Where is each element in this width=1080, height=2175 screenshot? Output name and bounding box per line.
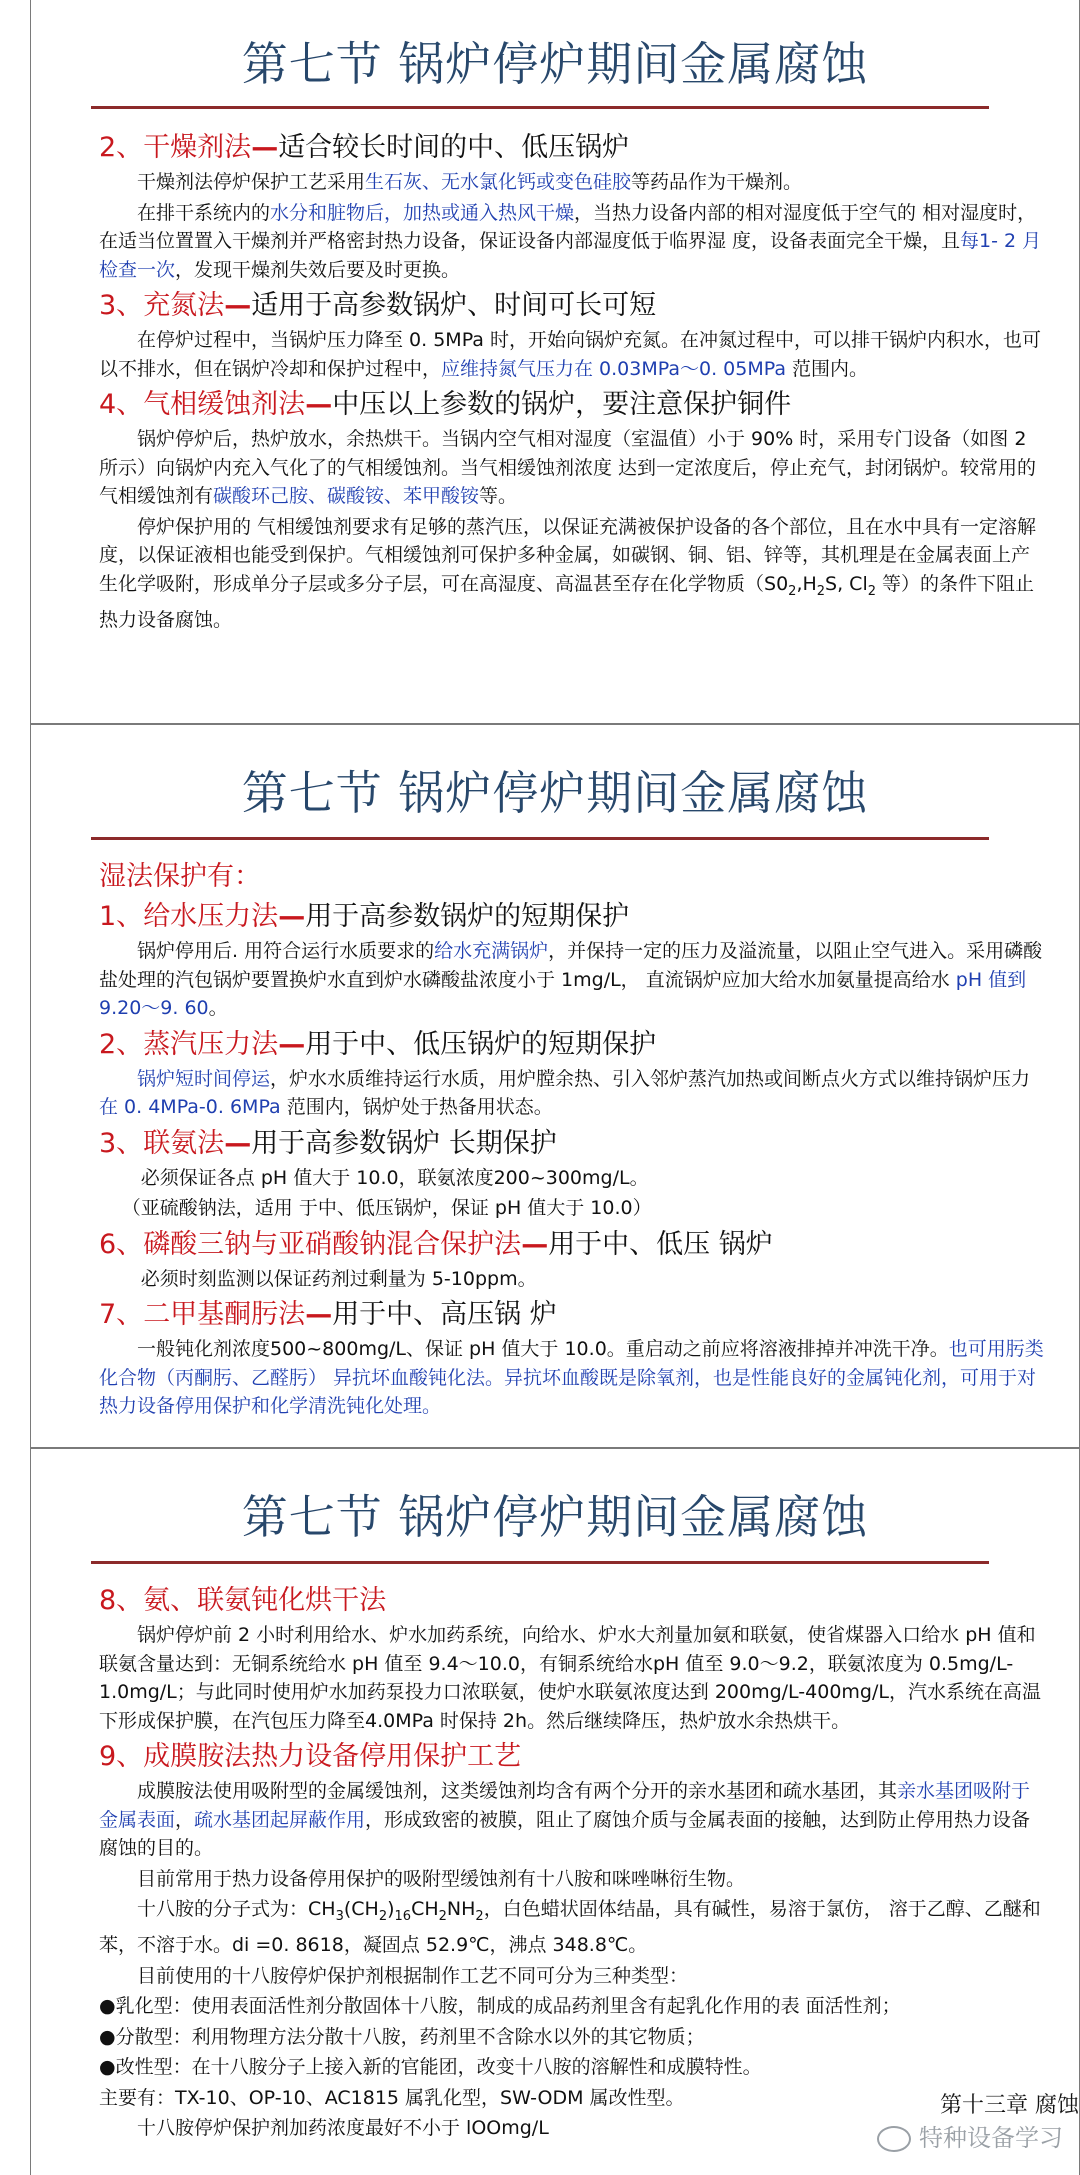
paragraph: 主要有：TX-10、OP-10、AC1815 属乳化型，SW-ODM 属改性型。	[99, 2086, 685, 2109]
paragraph: （亚硫酸钠法，适用 于中、低压锅炉，保证 pH 值大于 10.0）	[121, 1197, 652, 1219]
paragraph: 必须时刻监测以保证药剂过剩量为 5-10ppm。	[140, 1267, 537, 1290]
wet-protection-heading: 湿法保护有：	[99, 861, 261, 892]
paragraph: 一般钝化剂浓度500~800mg/L、保证 pH 值大于 10.0。重启动之前应将溶液排掉并冲洗干净。也可用肟类化合物（丙酮肟、乙醛肟） 异抗坏血酸钝化法。异抗坏血酸既是除氧剂，也是性能良好的金属钝化剂，可用于对热力设备停用保护和化学清洗钝化处理。	[99, 1338, 1044, 1417]
section-heading: 3、充氮法—适用于高参数锅炉、时间可长可短	[99, 290, 657, 321]
slide-3	[30, 1448, 1080, 2175]
paragraph: 停炉保护用的 气相缓蚀剂要求有足够的蒸汽压，以保证充满被保护设备的各个部位，且在水中具有一定溶解度，以保证液相也能受到保护。气相缓蚀剂可保护多种金属，如碳钢、铜、铝、锌等，其机理是在金属表面上产生化学吸附，形成单分子层或多分子层，可在高湿度、高温甚至存在化学物质（$S0_2,H_2S$, $Cl_2$ 等）的条件下阻止热力设备腐蚀。	[99, 515, 1037, 631]
paragraph: 在排干系统内的水分和脏物后，加热或通入热风干燥，当热力设备内部的相对湿度低于空气的 相对湿度时，在适当位置置入干燥剂并严格密封热力设备，保证设备内部湿度低于临界湿 度，设备表面完全干燥，且每1- 2 月检查一次，发现干燥剂失效后要及时更换。	[99, 201, 1042, 281]
paragraph: 在停炉过程中，当锅炉压力降至 0. 5MPa 时，开始向锅炉充氮。在冲氮过程中，可以排干锅炉内积水，也可以不排水，但在锅炉冷却和保护过程中，应维持氮气压力在 0.03MPa～0. 05MPa 范围内。	[99, 329, 1041, 380]
slide-1	[30, 0, 1080, 724]
slide-content	[99, 128, 1045, 636]
slide-content	[99, 857, 1045, 1423]
watermark-text: 特种设备学习	[919, 2124, 1063, 2152]
bullet-item: ●分散型：利用物理方法分散十八胺，药剂里不含除水以外的其它物质；	[99, 2025, 705, 2048]
section-heading: 1、给水压力法—用于高参数锅炉的短期保护	[99, 901, 630, 932]
title-divider	[91, 106, 989, 109]
paragraph: 干燥剂法停炉保护工艺采用生石灰、无水氯化钙或变色硅胶等药品作为干燥剂。	[137, 171, 803, 193]
title-divider	[91, 837, 989, 840]
paragraph: 必须保证各点 pH 值大于 10.0，联氨浓度200~300mg/L。	[140, 1166, 649, 1189]
paragraph: 目前常用于热力设备停用保护的吸附型缓蚀剂有十八胺和咪唑啉衍生物。	[137, 1867, 746, 1890]
watermark	[877, 2118, 1063, 2153]
paragraph: 锅炉停炉前 2 小时利用给水、炉水加药系统，向给水、炉水大剂量加氨和联氨，使省煤器入口给水 pH 值和联氨含量达到：无铜系统给水 pH 值至 9.4～10.0，有铜系统给水pH 值至 9.0～9.2，联氨浓度为 0.5mg/L-1.0mg/L；与此同时使用炉水加药泵投力口浓联氨，使炉水联氨浓度达到 200mg/L-400mg/L，汽水系统在高温下形成保护膜，在汽包压力降至4.0MPa 时保持 2h。然后继续降压，热炉放水余热烘干。	[99, 1624, 1041, 1732]
heading-name: 干燥剂法	[143, 132, 252, 163]
paragraph: 十八胺的分子式为：$CH_3(CH_2)_{16}CH_2NH_2$，白色蜡状固体结晶，具有碱性，易溶于氯仿， 溶于乙醇、乙醚和苯，不溶于水。di =0. 8618，凝固点 52.9℃，沸点 348.8℃。	[99, 1898, 1041, 1957]
paragraph: 成膜胺法使用吸附型的金属缓蚀剂，这类缓蚀剂均含有两个分开的亲水基团和疏水基团，其亲水基团吸附于金属表面，疏水基团起屏蔽作用，形成致密的被膜，阻止了腐蚀介质与金属表面的接触，达到防止停用热力设备腐蚀的目的。	[99, 1780, 1031, 1859]
slide-title: 第七节 锅炉停炉期间金属腐蚀	[241, 37, 869, 91]
heading-number: 2、	[99, 132, 144, 163]
section-heading: 3、联氨法—用于高参数锅炉 长期保护	[99, 1127, 557, 1159]
slide-title: 第七节 锅炉停炉期间金属腐蚀	[241, 1490, 869, 1544]
section-heading	[99, 128, 1045, 168]
paragraph: 锅炉停炉后，热炉放水，余热烘干。当锅内空气相对湿度（室温值）小于 90% 时，采用专门设备（如图 2 所示）向锅炉内充入气化了的气相缓蚀剂。当气相缓蚀剂浓度 达到一定浓度后，停止充气，封闭锅炉。较常用的气相缓蚀剂有碳酸环己胺、碳酸铵、苯甲酸铵等。	[99, 428, 1037, 507]
section-heading: 4、气相缓蚀剂法—中压以上参数的锅炉，要注意保护铜件	[99, 389, 792, 420]
title-divider	[91, 1561, 989, 1564]
section-heading: 7、二甲基酮肟法—用于中、高压锅 炉	[99, 1299, 557, 1330]
slide-content	[99, 1581, 1045, 2145]
paragraph: 锅炉短时间停运，炉水水质维持运行水质，用炉膛余热、引入邻炉蒸汽加热或间断点火方式以维持锅炉压力在 0. 4MPa-0. 6MPa 范围内，锅炉处于热备用状态。	[99, 1067, 1031, 1118]
wechat-icon	[877, 2126, 911, 2152]
bullet-item: ●改性型：在十八胺分子上接入新的官能团，改变十八胺的溶解性和成膜特性。	[99, 2056, 762, 2079]
section-heading: 6、磷酸三钠与亚硝酸钠混合保护法—用于中、低压 锅炉	[99, 1228, 773, 1260]
section-heading: 9、成膜胺法热力设备停用保护工艺	[99, 1741, 522, 1772]
paragraph: 锅炉停用后. 用符合运行水质要求的给水充满锅炉，并保持一定的压力及溢流量，以阻止空气进入。采用磷酸盐处理的汽包锅炉要置换炉水直到炉水磷酸盐浓度小于 1mg/L， 直流锅炉应加大给水加氨量提高给水 pH 值到 9.20～9. 60。	[99, 940, 1043, 1019]
section-heading: 2、蒸汽压力法—用于中、低压锅炉的短期保护	[99, 1028, 657, 1060]
heading-text: 适合较长时间的中、低压锅炉	[278, 132, 630, 163]
slide-2	[30, 724, 1080, 1448]
paragraph: 目前使用的十八胺停炉保护剂根据制作工艺不同可分为三种类型：	[137, 1964, 689, 1987]
bullet-item: ●乳化型：使用表面活性剂分散固体十八胺，制成的成品药剂里含有起乳化作用的表 面活性剂；	[99, 1995, 901, 2018]
chapter-footer: 第十三章 腐蚀	[940, 2093, 1079, 2118]
heading-dash: —	[251, 132, 279, 163]
section-heading: 8、氨、联氨钝化烘干法	[99, 1585, 387, 1616]
slide-title: 第七节 锅炉停炉期间金属腐蚀	[241, 766, 869, 820]
paragraph: 十八胺停炉保护剂加药浓度最好不小于 lOOmg/L	[137, 2117, 549, 2140]
